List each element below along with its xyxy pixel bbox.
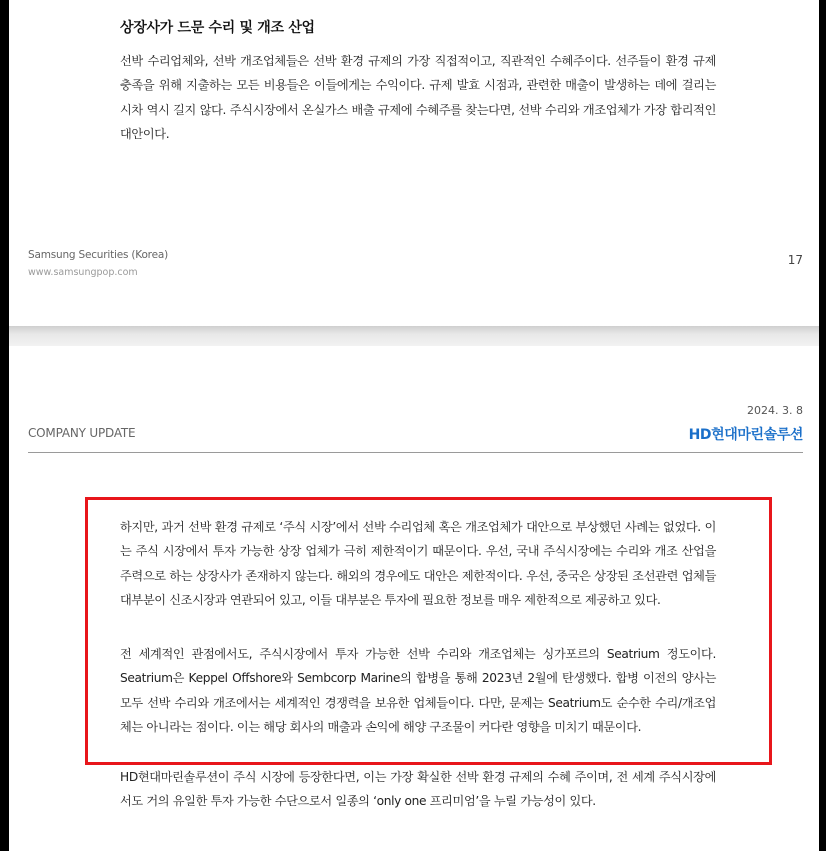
- body-paragraph-3: HD현대마린솔루션이 주식 시장에 등장한다면, 이는 가장 확실한 선박 환경 규제의 수혜 주이며, 전 세계 주식시장에서도 거의 유일한 투자 가능한 수단으로서 일종의 ‘only one 프리미엄’을 누릴 가능성이 있다.: [120, 770, 716, 809]
- footer-company-name: Samsung Securities (Korea): [28, 249, 168, 261]
- body-paragraph-1: 하지만, 과거 선박 환경 규제로 ‘주식 시장’에서 선박 수리업체 혹은 개조업체가 대안으로 부상했던 사례는 없었다. 이는 주식 시장에서 투자 가능한 상장 업체가 극히 제한적이기 때문이다. 우선, 국내 주식시장에는 수리와 개조 산업을 주력으로 하는 상장사가 존재하지 않는다. 해외의 경우에도 대안은 제한적이다. 우선, 중국은 상장된 조선관련 업체들 대부분이 신조시장과 연관되어 있고, 이들 대부분은 투자에 필요한 정보를 매우 제한적으로 제공하고 있다.: [120, 520, 716, 607]
- body-paragraph-2: 전 세계적인 관점에서도, 주식시장에서 투자 가능한 선박 수리와 개조업체는 싱가포르의 Seatrium 정도이다. Seatrium은 Keppel Offshore와 Sembcorp Marine의 합병을 통해 2023년 2월에 탄생했다. 합병 이전의 양사는 모두 선박 수리와 개조에서는 세계적인 경쟁력을 보유한 업체들이다. 다만, 문제는 Seatrium도 순수한 수리/개조업체는 아니라는 점이다. 이는 해당 회사의 매출과 손익에 해양 구조물이 커다란 영향을 미치기 때문이다.: [120, 647, 716, 734]
- report-page-18: [9, 346, 819, 851]
- section-label: COMPANY UPDATE: [28, 426, 136, 440]
- report-date: 2024. 3. 8: [747, 404, 803, 417]
- company-name: HD현대마린솔루션: [688, 427, 803, 443]
- header-divider: [28, 452, 803, 453]
- page-separator: [9, 326, 819, 346]
- section-heading: 상장사가 드문 수리 및 개조 산업: [120, 20, 315, 36]
- page-number: 17: [787, 253, 803, 267]
- body-paragraph: 선박 수리업체와, 선박 개조업체들은 선박 환경 규제의 가장 직접적이고, 직관적인 수혜주이다. 선주들이 환경 규제 충족을 위해 지출하는 모든 비용들은 이들에게는 수익이다. 규제 발효 시점과, 관련한 매출이 발생하는 데에 걸리는 시차 역시 길지 않다. 주식시장에서 온실가스 배출 규제에 수혜주를 찾는다면, 선박 수리와 개조업체가 가장 합리적인 대안이다.: [120, 54, 716, 141]
- report-page-17: [9, 0, 819, 326]
- footer-url: www.samsungpop.com: [28, 267, 138, 278]
